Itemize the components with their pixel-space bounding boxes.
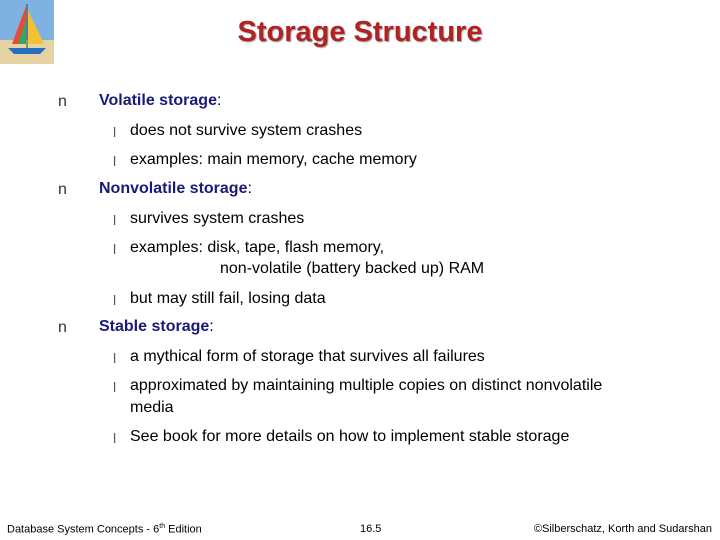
slide-title: Storage Structure [237,16,483,48]
item-bullet: l [113,153,117,169]
list-item: does not survive system crashes [130,122,363,139]
list-item: See book for more details on how to implement stable storage [130,428,570,445]
item-bullet: l [113,292,117,308]
footer-title-text: Database System Concepts - 6 [7,523,160,536]
section-heading-stable [99,318,214,336]
section-heading-nonvolatile [99,180,252,198]
term-volatile-storage: Volatile storage [99,92,217,109]
list-item: approximated by maintaining multiple copies on distinct nonvolatile [130,377,603,394]
section-heading-volatile [99,92,221,110]
term-stable-storage: Stable storage [99,318,210,335]
footer-title-edition: Edition [165,523,202,536]
section-bullet: n [58,181,67,198]
list-item: but may still fail, losing data [130,290,326,307]
list-item-continuation: media [130,399,174,416]
list-item: a mythical form of storage that survives all failures [130,348,485,365]
slide-footer [0,520,720,538]
page-number: 16.5 [360,523,382,535]
item-bullet: l [113,430,117,446]
footer-title-sup: th [159,523,166,530]
list-item-continuation: non-volatile (battery backed up) RAM [220,260,485,277]
section-bullet: n [58,93,67,110]
footer-copyright: ©Silberschatz, Korth and Sudarshan [533,523,712,535]
item-bullet: l [113,241,117,257]
item-bullet: l [113,350,117,366]
heading-colon: : [216,92,222,109]
list-item: survives system crashes [130,210,305,227]
heading-colon: : [209,318,214,335]
list-item: examples: main memory, cache memory [130,151,417,168]
item-bullet: l [113,124,117,140]
list-item: examples: disk, tape, flash memory, [130,239,385,256]
section-bullet: n [58,319,67,336]
item-bullet: l [113,379,117,395]
item-bullet: l [113,212,117,228]
footer-book-title [7,523,202,536]
heading-colon: : [247,180,252,197]
term-nonvolatile-storage: Nonvolatile storage [99,180,248,197]
